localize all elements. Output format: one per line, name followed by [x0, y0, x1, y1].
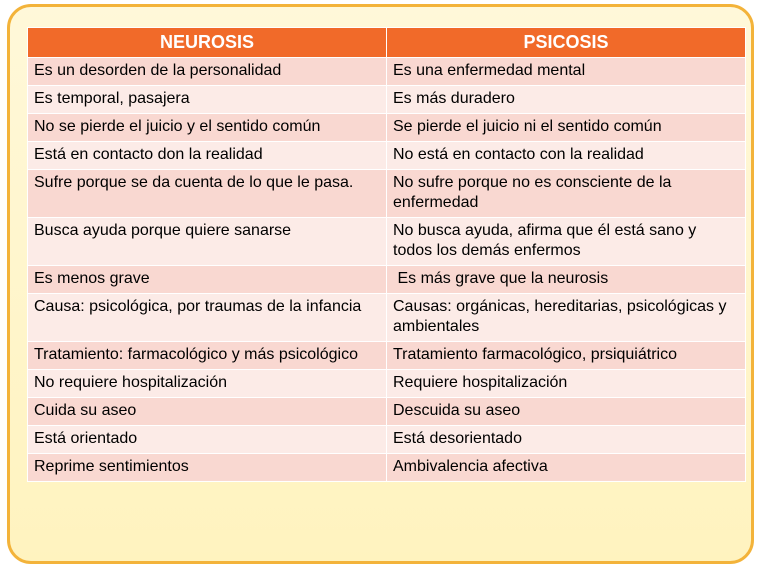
psicosis-cell: Es más grave que la neurosis [387, 266, 746, 294]
table-header-row [28, 28, 746, 58]
psicosis-cell: Es una enfermedad mental [387, 58, 746, 86]
neurosis-cell: Está en contacto don la realidad [28, 142, 387, 170]
neurosis-cell: Reprime sentimientos [28, 454, 387, 482]
neurosis-cell: Sufre porque se da cuenta de lo que le pasa. [28, 170, 387, 218]
table-row [28, 370, 746, 398]
neurosis-cell: Es un desorden de la personalidad [28, 58, 387, 86]
psicosis-cell: Requiere hospitalización [387, 370, 746, 398]
neurosis-cell: Está orientado [28, 426, 387, 454]
psicosis-cell: Causas: orgánicas, hereditarias, psicológicas y ambientales [387, 294, 746, 342]
psicosis-cell: No busca ayuda, afirma que él está sano y todos los demás enfermos [387, 218, 746, 266]
psicosis-cell: Ambivalencia afectiva [387, 454, 746, 482]
neurosis-cell: Causa: psicológica, por traumas de la infancia [28, 294, 387, 342]
psicosis-cell: No sufre porque no es consciente de la enfermedad [387, 170, 746, 218]
table-row [28, 342, 746, 370]
table-row [28, 114, 746, 142]
header-neurosis: NEUROSIS [28, 28, 387, 58]
psicosis-cell: Es más duradero [387, 86, 746, 114]
table-row [28, 454, 746, 482]
comparison-table-container [27, 27, 745, 482]
neurosis-cell: Cuida su aseo [28, 398, 387, 426]
neurosis-cell: Tratamiento: farmacológico y más psicológico [28, 342, 387, 370]
table-row [28, 218, 746, 266]
table-row [28, 398, 746, 426]
psicosis-cell: No está en contacto con la realidad [387, 142, 746, 170]
table-row [28, 426, 746, 454]
comparison-table [27, 27, 746, 482]
neurosis-cell: Es menos grave [28, 266, 387, 294]
table-row [28, 170, 746, 218]
table-row [28, 58, 746, 86]
psicosis-cell: Tratamiento farmacológico, prsiquiátrico [387, 342, 746, 370]
neurosis-cell: No requiere hospitalización [28, 370, 387, 398]
table-row [28, 266, 746, 294]
neurosis-cell: Es temporal, pasajera [28, 86, 387, 114]
neurosis-cell: Busca ayuda porque quiere sanarse [28, 218, 387, 266]
neurosis-cell: No se pierde el juicio y el sentido común [28, 114, 387, 142]
table-row [28, 294, 746, 342]
header-psicosis: PSICOSIS [387, 28, 746, 58]
table-row [28, 142, 746, 170]
psicosis-cell: Está desorientado [387, 426, 746, 454]
psicosis-cell: Se pierde el juicio ni el sentido común [387, 114, 746, 142]
psicosis-cell: Descuida su aseo [387, 398, 746, 426]
table-row [28, 86, 746, 114]
